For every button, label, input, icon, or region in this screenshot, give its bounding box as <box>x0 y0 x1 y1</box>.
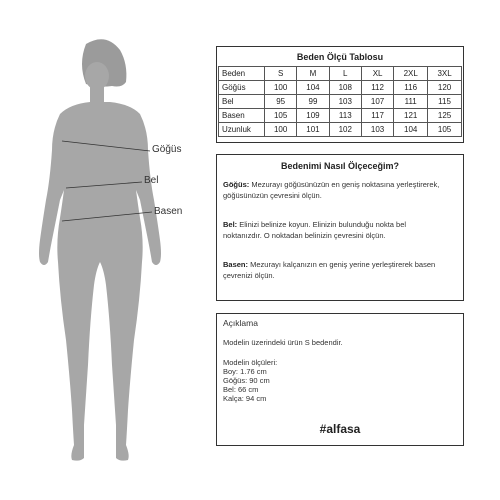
table-row <box>219 123 462 137</box>
table-cell: 105 <box>428 123 462 137</box>
table-cell: 99 <box>297 95 329 109</box>
table-cell: 109 <box>297 109 329 123</box>
table-cell: 103 <box>361 123 393 137</box>
mannequin-illustration <box>0 0 215 500</box>
table-cell: 104 <box>394 123 428 137</box>
chest-instruction-line2: göğüsünüzün çevresini ölçün. <box>223 191 322 200</box>
table-row <box>219 95 462 109</box>
description-box <box>216 313 464 446</box>
table-cell: Basen <box>219 109 265 123</box>
table-cell: 121 <box>394 109 428 123</box>
model-height: Boy: 1.76 cm <box>223 367 267 376</box>
header-cell: Beden <box>219 67 265 81</box>
hip-instruction-label: Basen: <box>223 260 249 269</box>
size-table <box>218 66 462 137</box>
table-cell: 120 <box>428 81 462 95</box>
table-cell: 105 <box>265 109 297 123</box>
header-cell: L <box>329 67 361 81</box>
table-cell: 112 <box>361 81 393 95</box>
table-cell: 101 <box>297 123 329 137</box>
chest-instruction-label: Göğüs: <box>223 180 250 189</box>
hip-label: Basen <box>154 206 183 217</box>
model-chest: Göğüs: 90 cm <box>223 376 270 385</box>
model-size-note: Modelin üzerindeki ürün S bedendir. <box>223 338 343 347</box>
waist-instruction <box>223 219 457 241</box>
header-cell: S <box>265 67 297 81</box>
table-cell: Göğüs <box>219 81 265 95</box>
hip-instruction-line1: Mezurayı kalçanızın en geniş yerine yerleştirerek basen <box>250 260 436 269</box>
table-cell: Bel <box>219 95 265 109</box>
model-waist: Bel: 66 cm <box>223 385 259 394</box>
table-cell: 115 <box>428 95 462 109</box>
hip-instruction <box>223 259 457 281</box>
model-measurements-title: Modelin ölçüleri: <box>223 358 278 367</box>
table-cell: 107 <box>361 95 393 109</box>
chest-instruction-line1: Mezurayı göğüsünüzün en geniş noktasına yerleştirerek, <box>251 180 440 189</box>
table-cell: 103 <box>329 95 361 109</box>
header-cell: XL <box>361 67 393 81</box>
table-cell: 100 <box>265 123 297 137</box>
description-title: Açıklama <box>223 318 258 328</box>
table-cell: 117 <box>361 109 393 123</box>
header-cell: M <box>297 67 329 81</box>
table-cell: 113 <box>329 109 361 123</box>
table-cell: 125 <box>428 109 462 123</box>
header-cell: 3XL <box>428 67 462 81</box>
chest-instruction <box>223 179 457 201</box>
body-silhouette <box>39 102 161 461</box>
table-cell: 108 <box>329 81 361 95</box>
table-row <box>219 81 462 95</box>
model-hip: Kalça: 94 cm <box>223 394 267 403</box>
how-to-measure-box <box>216 154 464 301</box>
brand-hashtag: #alfasa <box>319 422 361 436</box>
table-cell: 104 <box>297 81 329 95</box>
table-cell: 102 <box>329 123 361 137</box>
header-cell: 2XL <box>394 67 428 81</box>
body-figure <box>0 0 215 500</box>
head-shape <box>85 62 109 90</box>
table-header-row <box>219 67 462 81</box>
table-cell: 116 <box>394 81 428 95</box>
size-table-title: Beden Ölçü Tablosu <box>296 52 384 62</box>
chest-label: Göğüs <box>152 144 182 155</box>
table-cell: 95 <box>265 95 297 109</box>
waist-instruction-line1: Elinizi belinize koyun. Elinizin bulunduğu nokta bel <box>239 220 407 229</box>
waist-label: Bel <box>144 175 159 186</box>
table-cell: Uzunluk <box>219 123 265 137</box>
table-cell: 111 <box>394 95 428 109</box>
waist-instruction-line2: noktanızdır. O noktadan belinizin çevresini ölçün. <box>223 231 386 240</box>
hip-instruction-line2: çevrenizi ölçün. <box>223 271 275 280</box>
how-to-title: Bedenimi Nasıl Ölçeceğim? <box>280 161 400 171</box>
neck-shape <box>90 86 104 104</box>
table-row <box>219 109 462 123</box>
table-cell: 100 <box>265 81 297 95</box>
waist-instruction-label: Bel: <box>223 220 238 229</box>
